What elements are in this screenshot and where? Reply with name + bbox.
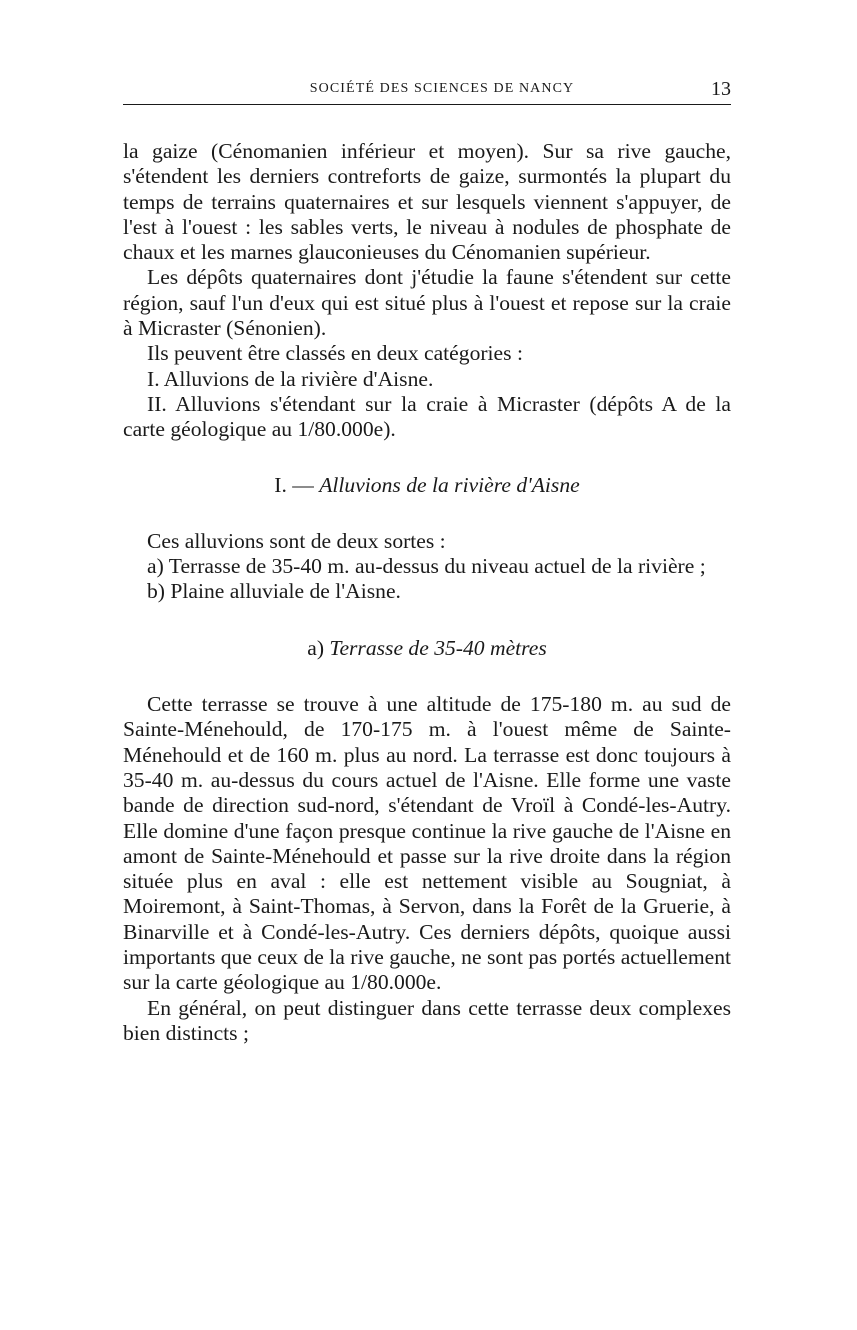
section-number: I. — bbox=[274, 472, 320, 497]
paragraph: la gaize (Cénomanien inférieur et moyen). Sur sa rive gauche, s'étendent les derniers contreforts de gaize, surmontés la plupart du temps de terrains quaternaires et sur lesquels viennent s'appuyer, de l'est à l'ouest : les sables verts, le niveau à nodules de phosphate de chaux et les marnes glauconieuses du Cénomanien supérieur. bbox=[123, 139, 731, 265]
subsection-heading bbox=[123, 636, 731, 661]
list-item: I. Alluvions de la rivière d'Aisne. bbox=[147, 366, 434, 391]
running-header bbox=[123, 76, 731, 105]
running-title: SOCIÉTÉ DES SCIENCES DE NANCY bbox=[309, 81, 575, 96]
page bbox=[123, 76, 731, 1046]
paragraph: En général, on peut distinguer dans cette terrasse deux complexes bien distincts ; bbox=[123, 995, 731, 1045]
section-title: Alluvions de la rivière d'Aisne bbox=[319, 472, 580, 497]
subsection-title: Terrasse de 35-40 mètres bbox=[329, 635, 547, 660]
paragraph: Ils peuvent être classés en deux catégories : bbox=[147, 341, 523, 366]
subsection-number: a) bbox=[307, 635, 330, 660]
list-item: II. Alluvions s'étendant sur la craie à Micraster (dépôts A de la carte géologique au 1/80.000e). bbox=[123, 391, 731, 442]
page-number: 13 bbox=[711, 78, 731, 100]
paragraph: Les dépôts quaternaires dont j'étudie la faune s'étendent sur cette région, sauf l'un d'eux qui est situé plus à l'ouest et repose sur la craie à Micraster (Sénonien). bbox=[123, 265, 731, 341]
list-item: b) Plaine alluviale de l'Aisne. bbox=[147, 579, 401, 604]
list-item: a) Terrasse de 35-40 m. au-dessus du niveau actuel de la rivière ; bbox=[147, 554, 706, 579]
page-body bbox=[123, 139, 731, 1046]
paragraph: Cette terrasse se trouve à une altitude de 175-180 m. au sud de Sainte-Ménehould, de 170-175 m. à l'ouest même de Sainte-Ménehould et de 160 m. plus au nord. La terrasse est donc toujours à 35-40 m. au-dessus du cours actuel de l'Aisne. Elle forme une vaste bande de direction sud-nord, s'étendant de Vroïl à Condé-les-Autry. Elle domine d'une façon presque continue la rive gauche de l'Aisne en amont de Sainte-Ménehould et passe sur la rive droite dans la région située plus en aval : elle est nettement visible au Sougniat, à Moiremont, à Saint-Thomas, à Servon, dans la Forêt de la Gruerie, à Binarville et à Condé-les-Autry. Ces derniers dépôts, quoique aussi importants que ceux de la rive gauche, ne sont pas portés actuellement sur la carte géologique au 1/80.000e. bbox=[123, 692, 732, 995]
section-heading bbox=[123, 473, 731, 498]
paragraph: Ces alluvions sont de deux sortes : bbox=[147, 528, 446, 553]
